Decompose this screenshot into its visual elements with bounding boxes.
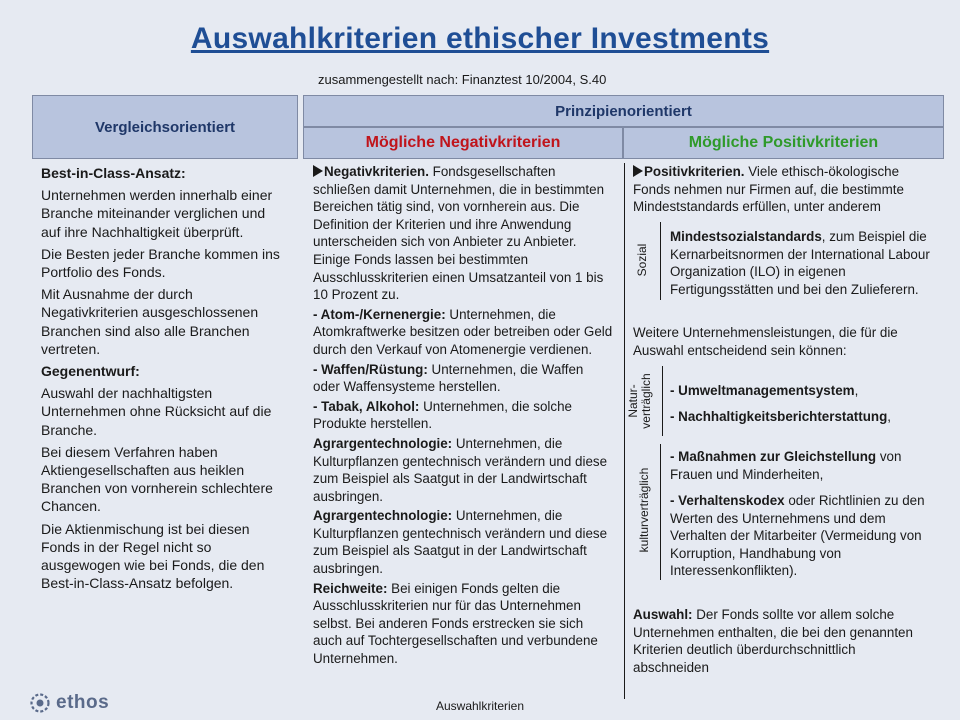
best-in-class-heading: Best-in-Class-Ansatz: xyxy=(41,165,186,181)
criterion-label: Agrargentechnologie: xyxy=(313,508,453,524)
umwelt-criterion xyxy=(670,382,935,400)
criterion-text: Unternehmen, die solche Produkte herstellen. xyxy=(313,398,572,432)
left-paragraph: Mit Ausnahme der durch Negativkriterien ausgeschlossenen Branchen sind also alle Branchen vertreten. xyxy=(41,286,259,357)
nachhaltigkeit-criterion xyxy=(670,408,935,426)
criterion-label: - Maßnahmen zur Gleichstellung xyxy=(670,449,877,464)
positiv-intro-text: Viele ethisch-ökologische Fonds nehmen nur Firmen auf, die bestimmte Mindeststandards erfüllen, unter anderem xyxy=(633,164,904,215)
criterion-text: Unternehmen, die Atomkraftwerke besitzen oder betreiben oder Geld durch den Verkauf von Atomenergie verdienen. xyxy=(313,306,613,357)
criterion-label: - Nachhaltigkeitsberichterstattung xyxy=(670,409,888,424)
gleichstellung-criterion xyxy=(670,448,935,483)
criterion-label: Auswahl: xyxy=(633,607,693,622)
negativ-column xyxy=(313,163,613,670)
negativ-intro-label: Negativkriterien. xyxy=(324,164,429,179)
criterion-atom xyxy=(313,306,613,359)
header-positivkriterien: Mögliche Positivkriterien xyxy=(623,127,944,159)
criterion-text: , zum Beispiel die Kernarbeitsnormen der International Labour Organization (ILO) in eigenen Fertigungsstätten und bei den Zulieferern. xyxy=(670,229,930,297)
criterion-label: - Tabak, Alkohol: xyxy=(313,398,420,414)
criterion-text: Bei einigen Fonds gelten die Ausschlusskriterien nur für das Unternehmen selbst. Bei anderen Fonds erstrecken sie sich auch auf Tochtergesellschaften und verbundene Unternehmen. xyxy=(313,580,598,667)
header-negativkriterien: Mögliche Negativkriterien xyxy=(303,127,623,159)
criterion-label: - Umweltmanagementsystem xyxy=(670,383,855,398)
gegenentwurf-heading: Gegenentwurf: xyxy=(41,363,140,380)
criterion-text: Unternehmen, die Kulturpflanzen gentechnisch verändern und diese zum Beispiel als Saatgut in der Landwirtschaft ausbringen. xyxy=(313,435,608,504)
criterion-text: Der Fonds sollte vor allem solche Unternehmen enthalten, die bei den genannten Kriterien deutlich überdurchschnittlich abschneiden xyxy=(633,607,913,675)
sozial-bracket-line xyxy=(660,222,661,300)
criterion-text: oder Richtlinien zu den Werten des Unternehmens und dem Verhalten der Mitarbeiter (Vermeidung von Korruption, Handhabung von Interessenkonflikten). xyxy=(670,493,925,579)
criterion-text: , xyxy=(887,409,891,424)
left-paragraph: Die Aktienmischung ist bei diesen Fonds in der Regel nicht so ausgewogen wie bei Fonds, die den Best-in-Class-Ansatz befolgen. xyxy=(41,520,265,592)
sozial-label: Sozial xyxy=(635,243,649,277)
natur-label-line1: Natur- xyxy=(626,384,640,418)
left-paragraph: Unternehmen werden innerhalb einer Branche miteinander verglichen und auf ihre Nachhaltigkeit überprüft. xyxy=(41,187,273,240)
criterion-label: - Verhaltenskodex xyxy=(670,493,785,508)
footer-caption: Auswahlkriterien xyxy=(435,699,525,713)
vergleich-column xyxy=(41,164,286,596)
header-vergleichsorientiert: Vergleichsorientiert xyxy=(32,95,298,159)
criterion-label: - Atom-/Kernenergie: xyxy=(313,306,446,322)
criterion-text: Unternehmen, die Waffen oder Waffensysteme herstellen. xyxy=(313,361,584,395)
left-paragraph: Auswahl der nachhaltigsten Unternehmen ohne Rücksicht auf die Branche. xyxy=(41,385,272,438)
verhaltenskodex-criterion xyxy=(670,492,935,580)
criterion-agrar-1 xyxy=(313,435,613,505)
left-paragraph: Die Besten jeder Branche kommen ins Portfolio des Fonds. xyxy=(41,245,280,281)
natur-bracket-line xyxy=(662,366,663,436)
page-title: Auswahlkriterien ethischer Investments xyxy=(190,22,770,55)
column-divider xyxy=(624,163,625,699)
criterion-waffen xyxy=(313,361,613,396)
criterion-text: , xyxy=(854,383,859,398)
triangle-bullet-icon xyxy=(633,165,643,177)
criterion-agrar-2 xyxy=(313,507,613,577)
positiv-intro-label: Positivkriterien. xyxy=(644,164,745,179)
criterion-label: Mindestsozialstandards xyxy=(670,229,822,244)
criterion-text: von Frauen und Minderheiten, xyxy=(670,449,902,482)
kultur-bracket-line xyxy=(660,444,661,580)
kultur-label: kulturverträglich xyxy=(637,467,651,553)
left-paragraph: Bei diesem Verfahren haben Aktiengesellschaften aus heiklen Branchen von vornherein schlechtere Chancen. xyxy=(41,443,273,515)
weitere-leistungen: Weitere Unternehmensleistungen, die für die Auswahl entscheidend sein können: xyxy=(633,325,898,358)
criterion-reichweite xyxy=(313,580,613,668)
criterion-text: Unternehmen, die Kulturpflanzen gentechnisch verändern und diese zum Beispiel als Saatgut in der Landwirtschaft ausbringen. xyxy=(313,508,608,577)
triangle-bullet-icon xyxy=(313,165,323,177)
sozial-criterion xyxy=(670,228,935,298)
criterion-label: - Waffen/Rüstung: xyxy=(313,361,428,377)
negativ-intro-text: Fondsgesellschaften schließen damit Unternehmen, die in bestimmten Bereichen tätig sind, von vornherein aus. Die Definition der Kriterien und ihre Anwendung unterscheiden sich von Anbieter zu Anbieter. Einige Fonds lassen bei bestimmten Ausschlusskriterien einen Umsatzanteil von 1 bis 10 Prozent zu. xyxy=(313,164,605,303)
criterion-tabak xyxy=(313,398,613,433)
ethos-logo-text: ethos xyxy=(56,692,110,713)
positiv-intro xyxy=(633,163,933,216)
header-prinzipienorientiert: Prinzipienorientiert xyxy=(303,95,944,127)
negativ-intro xyxy=(313,163,613,304)
criterion-label: Agrargentechnologie: xyxy=(313,435,453,451)
natur-label-line2: verträglich xyxy=(639,373,653,429)
criterion-label: Reichweite: xyxy=(313,580,388,596)
natur-label xyxy=(627,366,653,436)
source-note: zusammengestellt nach: Finanztest 10/2004, S.40 xyxy=(318,72,607,87)
auswahl-note xyxy=(633,606,933,676)
